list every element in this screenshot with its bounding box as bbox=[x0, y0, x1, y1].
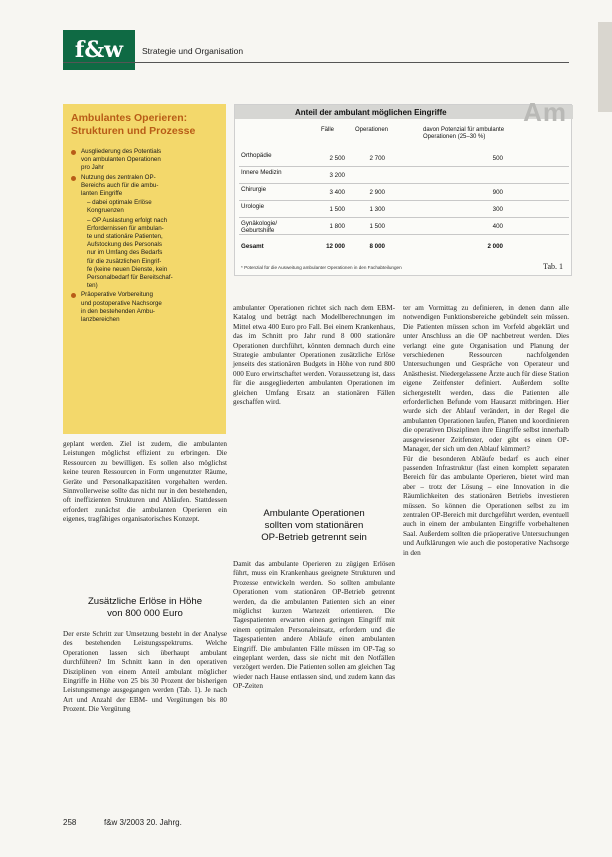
bullet-icon bbox=[71, 176, 76, 181]
journal-logo: f&w bbox=[63, 30, 135, 70]
info-box-line: lanten Eingriffe bbox=[81, 190, 123, 198]
info-box-line: fe (keine neuen Dienste, kein bbox=[87, 265, 168, 273]
info-box-line: pro Jahr bbox=[81, 164, 104, 172]
text-column-1 bbox=[63, 440, 227, 525]
table-cell-faelle: 3 400 bbox=[329, 189, 345, 196]
info-box-line: und postoperative Nachsorge bbox=[81, 299, 162, 307]
table-total-operationen: 8 000 bbox=[369, 243, 385, 250]
table-cell-operationen: 2 900 bbox=[369, 189, 385, 196]
table-cell-operationen: 2 700 bbox=[369, 155, 385, 162]
subheading: Ambulante Operationen sollten vom stationären OP-Betrieb getrennt sein bbox=[261, 508, 367, 543]
info-box-line: Aufstockung des Personals bbox=[87, 241, 162, 249]
table-cell-dept: Geburtshilfe bbox=[241, 227, 275, 234]
info-box-line: Nutzung des zentralen OP- bbox=[81, 173, 156, 181]
table-cell-potential: 300 bbox=[492, 206, 503, 213]
table-row-divider bbox=[239, 200, 569, 201]
info-box-item bbox=[71, 199, 220, 215]
paragraph: Der erste Schritt zur Umsetzung besteht in der Analyse des bestehenden Leistungsspektrums. Welche Operationen lassen sich überhaupt ambulant durchführen? Im Schnitt kann in den operativen Disziplinen von einem Anteil ambulant möglicher Eingriffe in Höhe von 25 bis 30 Prozent der bisherigen Leistungsmenge ausgegangen werden (Tab. 1). Je nach Art und Anzahl der EBM- und Vergütungen bis 80 Prozent. Die Vergütung bbox=[63, 630, 227, 714]
page-number: 258 bbox=[63, 818, 77, 827]
text-column-2-cont bbox=[233, 560, 395, 692]
table-cell-faelle: 1 800 bbox=[329, 223, 345, 230]
info-box-line: Kongruenzen bbox=[87, 207, 124, 215]
table-cell-dept: Orthopädie bbox=[241, 152, 272, 159]
info-box-line: te und stationäre Patienten, bbox=[87, 233, 163, 241]
table-cell-faelle: 3 200 bbox=[329, 172, 345, 179]
data-table bbox=[234, 97, 572, 276]
text-column-3 bbox=[403, 304, 569, 558]
info-box-line: für die zusätzlichen Eingrif- bbox=[87, 257, 162, 265]
journal-issue: f&w 3/2003 20. Jahrg. bbox=[104, 818, 182, 827]
info-box-line: – dabei optimale Erlöse bbox=[87, 199, 152, 207]
table-cell-faelle: 2 500 bbox=[329, 155, 345, 162]
info-box-item bbox=[71, 291, 220, 324]
table-cell-dept: Gynäkologie/ bbox=[241, 220, 278, 227]
info-box-item bbox=[71, 148, 220, 173]
info-box-line: – OP Auslastung erfolgt nach bbox=[87, 216, 168, 224]
paragraph: Für die besonderen Abläufe bedarf es auch einer passenden Infrastruktur (fast einen komplett separaten Bereich für das ambulante Operieren, bietet wird man aber – trotz der Lösung – eine Innovation in die Räumlichkeiten des stationären Betriebs investieren müssen. So können die Operationen selbst zu im zentralen OP-Bereich mit durchgeführt werden, eventuell auch in einem der ambulanten Eingriffe vorbehaltenen Saal. Außerdem sollten die präoperative Untersuchungen und Aufklärungen wie auch die postoperative Nachsorge in den bbox=[403, 454, 569, 557]
info-box bbox=[63, 104, 226, 434]
table-row-divider bbox=[239, 166, 569, 167]
info-box-line: Erfordernissen für ambulan- bbox=[87, 224, 164, 232]
table-row-divider bbox=[239, 234, 569, 235]
table-cell-faelle: 1 500 bbox=[329, 206, 345, 213]
table-total-faelle: 12 000 bbox=[326, 243, 345, 250]
table-cell-dept: Chirurgie bbox=[241, 186, 267, 193]
paragraph: ter am Vormittag zu definieren, in denen dann alle notwendigen Funktionsbereiche gebündelt sein müssen. Die Patienten müssen schon im Vorfeld abgeklärt und unter Anschluss an die OP nachbetreut werden. Dies verlangt eine gute Organisation und Planung der verschiedenen Ressourcen nachfolgenden Untersuchungen und Gespräche von Operateur und Anästhesist. Niedergelassene Ärzte auch für diese Station eigene Zeitfenster definiert. Außerdem sollte sichergestellt werden, dass die Patienten alle erforderlichen Befunde vom Hausarzt mitbringen. Hier wurde sich der Ablauf verändert, in der Regel die ambulanten Operationen laufen, Planen und koordinieren die operativen Disziplinen ihre Eingriffe selbst innerhalb ausgewiesener Zeitfenster, oder gibt es einen OP-Manager, der sich um den Ablauf kümmert? bbox=[403, 304, 569, 454]
subheading: Zusätzliche Erlöse in Höhe von 800 000 Euro bbox=[87, 596, 203, 619]
col-header-faelle: Fälle bbox=[321, 127, 335, 133]
paragraph: geplant werden. Ziel ist zudem, die ambulanten Leistungen möglichst effizient zu erbringen. Die Ressourcen zu bewilligen. Es sollen also möglichst keine teuren Ressourcen in Form ungenutzter Räume, Geräte und Personalkapazitäten vorgehalten werden. Sinnvollerweise sollte das nicht nur in den bestehenden, oft ineffizienten Strukturen und Abläufen. Stattdessen erfordert zunächst die ambulanten Operieren ein eigenes, tragfähiges organisatorisches Konzept. bbox=[63, 440, 227, 524]
info-box-line: nur im Umfang des Bedarfs bbox=[87, 249, 163, 257]
table-title: Anteil der ambulant möglichen Eingriffe bbox=[295, 108, 447, 117]
info-box-line: von ambulanten Operationen bbox=[81, 156, 161, 164]
table-cell-potential: 500 bbox=[492, 155, 503, 162]
info-box-line: ten) bbox=[87, 282, 98, 290]
info-box-body bbox=[71, 148, 220, 324]
paragraph: Damit das ambulante Operieren zu zügigen Erlösen führt, muss ein Krankenhaus geeignete Strukturen und Prozesse entwickeln werden. So sollten ambulante Operationen vom stationären OP-Betrieb getrennt werden, da die ambulanten Patienten sich an einer möglichst kurzen Wartezeit orientieren. Die Tagespatienten erwarten einen geringen Eingriff mit einem optimalen Personaleinsatz, erfordern und die Tagespatienten andere Abläufe einen ambulanten Eingriff. Die ambulanten Fälle müssen im OP-Tag so eingeplant werden, dass sie nicht mit den Notfällen verzögert werden. Die Patienten sollen am gleichen Tag wieder nach Hause entlassen sind, und zudem kann das OP-Zeiten bbox=[233, 560, 395, 691]
section-title: Strategie und Organisation bbox=[142, 46, 244, 56]
table-cell-operationen: 1 500 bbox=[369, 223, 385, 230]
text-column-1-cont bbox=[63, 630, 227, 715]
info-box-item bbox=[71, 217, 220, 291]
table-cell-operationen: 1 300 bbox=[369, 206, 385, 213]
info-box-line: Personalbedarf für Bereitschaf- bbox=[87, 274, 173, 282]
bullet-icon bbox=[71, 293, 76, 298]
table-total-potential: 2 000 bbox=[487, 243, 503, 250]
info-box-line: in den bestehenden Ambu- bbox=[81, 307, 155, 315]
table-row-divider bbox=[239, 217, 569, 218]
table-total-label: Gesamt bbox=[241, 243, 264, 250]
info-box-line: lanzbereichen bbox=[81, 316, 120, 324]
bullet-icon bbox=[71, 150, 76, 155]
text-column-2 bbox=[233, 304, 395, 407]
col-header-potential: davon Potenzial für ambulante Operationen (25–30 %) bbox=[423, 127, 505, 140]
table-cell-potential: 900 bbox=[492, 189, 503, 196]
info-box-line: Ausgliederung des Potentials bbox=[81, 148, 162, 155]
table-bg-word: Am bbox=[523, 97, 567, 127]
table-footnote: * Potenzial für die Ausweitung ambulanter Operationen in den Fachabteilungen bbox=[241, 265, 402, 270]
table-cell-dept: Innere Medizin bbox=[241, 169, 282, 176]
table-cell-potential: 400 bbox=[492, 223, 503, 230]
page-edge bbox=[598, 22, 612, 112]
paragraph: ambulanter Operationen richtet sich nach dem EBM-Katalog und beträgt nach Modellberechnungen im Mittel etwa 400 Euro pro Fall. Bei einem Krankenhaus, das im Schnitt pro Jahr rund 8 000 stationäre Operationen durchführt, könnten demnach durch eine Strategie ambulanter Operationen zusätzliche Erlöse jenseits des stationären Budgets in Höhe von rund 800 000 Euro erwirtschaftet werden. Voraussetzung ist, dass für die ausgegliederten ambulanten Operationen im gleichen Umfang Ersatz an stationären Fällen geschaffen wird. bbox=[233, 304, 395, 407]
table-cell-dept: Urologie bbox=[241, 203, 265, 210]
info-box-line: Bereichs auch für die ambu- bbox=[81, 181, 159, 189]
col-header-operationen: Operationen bbox=[355, 127, 389, 133]
header-rule bbox=[63, 62, 569, 63]
table-row-divider bbox=[239, 183, 569, 184]
table-label: Tab. 1 bbox=[543, 262, 563, 271]
info-box-title: Ambulantes Operieren: Strukturen und Prozesse bbox=[71, 112, 196, 137]
info-box-item bbox=[71, 174, 220, 199]
info-box-line: Präoperative Vorbereitung bbox=[81, 291, 153, 299]
